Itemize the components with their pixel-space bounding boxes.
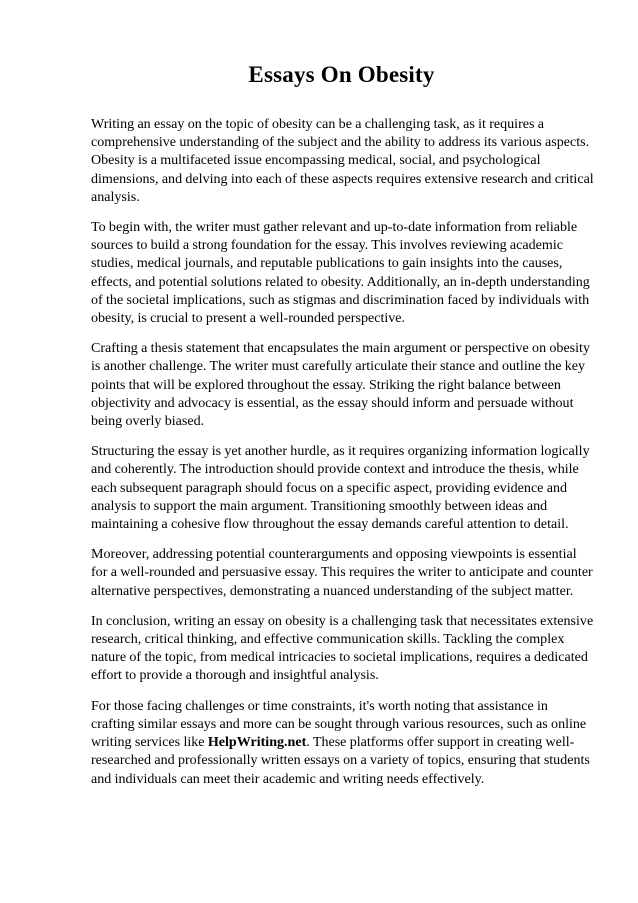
document-title: Essays On Obesity — [248, 62, 435, 87]
paragraph-resources — [91, 697, 594, 788]
resources-text-before: For those facing challenges or time constraints, it's worth noting that assistance in crafting similar essays and more can be sought through various resources, such as online writing services like — [91, 697, 587, 751]
paragraph-intro: Writing an essay on the topic of obesity can be a challenging task, as it requires a comprehensive understanding of the subject and the ability to address its various aspects. Obesity is a multifaceted issue encompassing medical, social, and psychological dimensions, and delving into each of these aspects requires extensive research and critical analysis. — [91, 116, 594, 205]
paragraph-research: To begin with, the writer must gather relevant and up-to-date information from reliable sources to build a strong foundation for the essay. This involves reviewing academic studies, medical journals, and reputable publications to gain insights into the causes, effects, and potential solutions related to obesity. Additionally, an in-depth understanding of the societal implications, such as stigmas and discrimination faced by individuals with obesity, is crucial to present a well-rounded perspective. — [91, 219, 590, 327]
paragraph-structure: Structuring the essay is yet another hurdle, as it requires organizing information logically and coherently. The introduction should provide context and introduce the thesis, while each subsequent paragraph should focus on a specific aspect, providing evidence and analysis to support the main argument. Transitioning smoothly between ideas and maintaining a cohesive flow throughout the essay demands careful attention to detail. — [91, 443, 590, 533]
paragraph-counterarguments: Moreover, addressing potential counterarguments and opposing viewpoints is essential for a well-rounded and persuasive essay. This requires the writer to anticipate and counter alternative perspectives, demonstrating a nuanced understanding of the subject matter. — [91, 546, 593, 599]
resources-text-after: . These platforms offer support in creating well-researched and professionally written essays on a variety of topics, ensuring that students and individuals can meet their academic and writing needs effectively. — [91, 734, 590, 787]
paragraph-conclusion: In conclusion, writing an essay on obesity is a challenging task that necessitates extensive research, critical thinking, and effective communication skills. Tackling the complex nature of the topic, from medical intricacies to societal implications, requires a dedicated effort to provide a thorough and insightful analysis. — [91, 612, 594, 684]
helpwriting-link[interactable]: HelpWriting.net — [207, 734, 307, 751]
paragraph-thesis: Crafting a thesis statement that encapsulates the main argument or perspective on obesity is another challenge. The writer must carefully articulate their stance and outline the key points that will be explored throughout the essay. Striking the right balance between objectivity and advocacy is essential, as the essay should inform and persuade without being overly biased. — [91, 340, 590, 430]
